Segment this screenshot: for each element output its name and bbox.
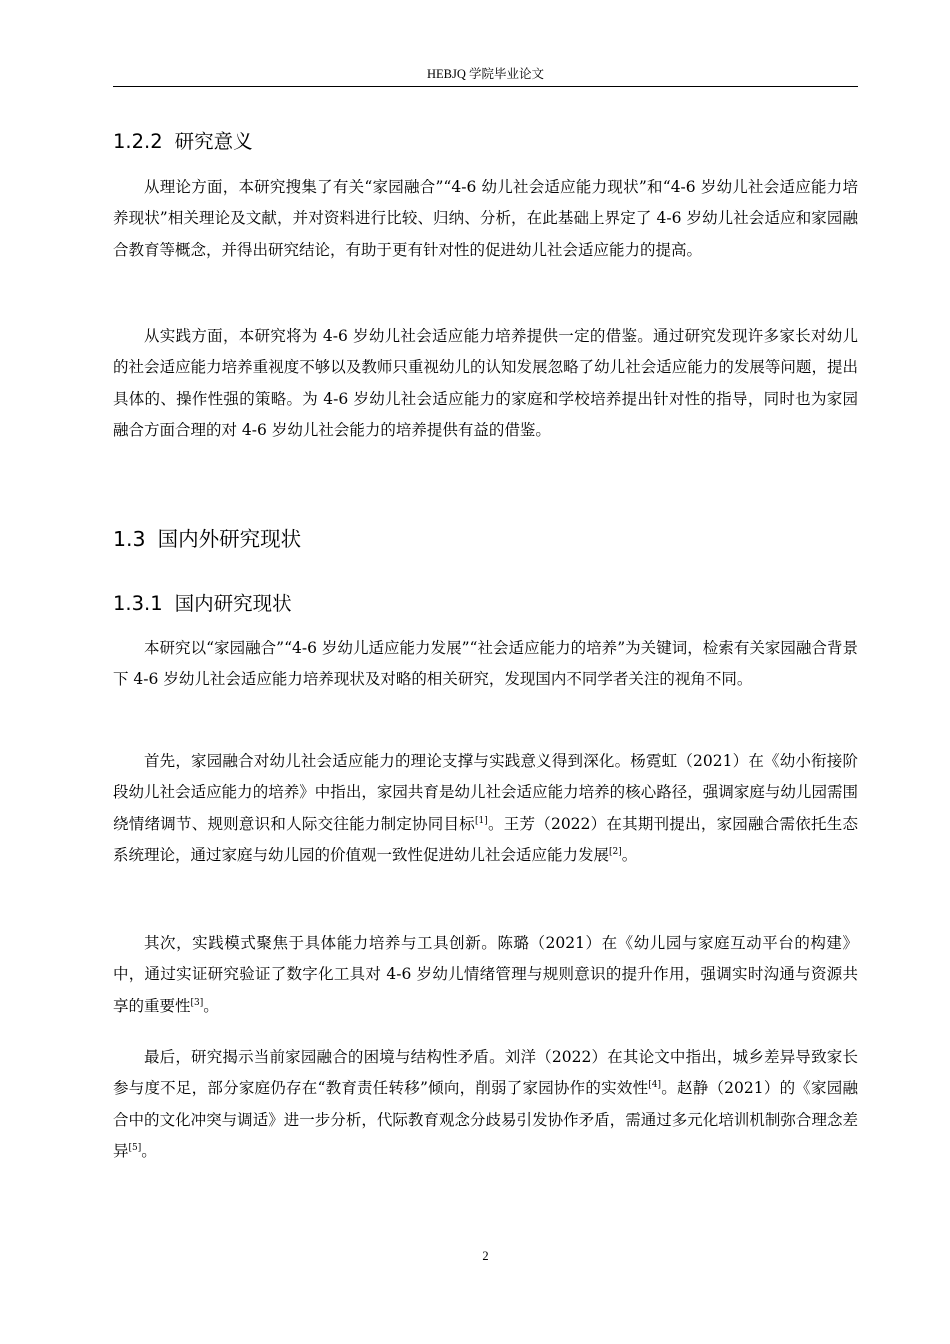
paragraph-text: 首先，家园融合对幼儿社会适应能力的理论支撑与实践意义得到深化。杨霓虹（2021）在《幼小衔接阶段幼儿社会适应能力的培养》中指出，家园共育是幼儿社会适应能力培养的核心路径，强调家庭与幼儿园需围绕情绪调节、规则意识和人际交往能力制定协同目标	[113, 752, 858, 833]
section-title: 国内研究现状	[174, 592, 292, 615]
header-rule	[113, 86, 858, 87]
section-heading-1-3	[113, 522, 301, 552]
citation-ref-2: [2]	[609, 846, 622, 857]
paragraph-text: 。	[621, 845, 638, 864]
citation-ref-3: [3]	[190, 997, 204, 1008]
paragraph-theory: 从理论方面，本研究搜集了有关“家园融合”“4-6 幼儿社会适应能力现状”和“4-6 岁幼儿社会适应能力培养现状”相关理论及文献，并对资料进行比较、归纳、分析，在此基础上界定了 4-6 岁幼儿社会适应和家园融合教育等概念，并得出研究结论，有助于更有针对性的促进幼儿社会适应能力的提高。	[113, 178, 858, 259]
section-number: 1.3.1	[113, 592, 163, 615]
section-heading-1-3-1	[113, 588, 292, 616]
paragraph-text: 。王芳（2022）在其期刊提出，家园融合需依托生态系统理论，通过家庭与幼儿园的价值观一致性促进幼儿社会适应能力发展	[113, 814, 858, 864]
section-number: 1.3	[113, 527, 146, 551]
paragraph-text: 。	[203, 996, 219, 1015]
paragraph-second	[113, 928, 858, 1022]
paragraph-domestic-intro: 本研究以“家园融合”“4-6 岁幼儿适应能力发展”“社会适应能力的培养”为关键词，检索有关家园融合背景下 4-6 岁幼儿社会适应能力培养现状及对略的相关研究，发现国内不同学者关注的视角不同。	[113, 639, 858, 689]
section-heading-1-2-2	[113, 126, 253, 154]
citation-ref-5: [5]	[128, 1142, 142, 1153]
paragraph-text: 最后，研究揭示当前家园融合的困境与结构性矛盾。刘洋（2022）在其论文中指出，城乡差异导致家长参与度不足，部分家庭仍存在“教育责任转移”倾向，削弱了家园协作的实效性	[113, 1048, 858, 1098]
page-number: 2	[482, 1249, 489, 1263]
running-header: HEBJQ 学院毕业论文	[426, 67, 545, 81]
paragraph-text: 其次，实践模式聚焦于具体能力培养与工具创新。陈璐（2021）在《幼儿园与家庭互动平台的构建》中，通过实证研究验证了数字化工具对 4-6 岁幼儿情绪管理与规则意识的提升作用，强调实时沟通与资源共享的重要性	[113, 934, 858, 1015]
citation-ref-4: [4]	[648, 1080, 662, 1091]
section-number: 1.2.2	[113, 130, 163, 153]
paragraph-first	[113, 746, 858, 871]
paragraph-text: 。	[141, 1141, 157, 1160]
section-title: 研究意义	[174, 130, 253, 153]
paragraph-third	[113, 1042, 858, 1167]
paragraph-practice: 从实践方面，本研究将为 4-6 岁幼儿社会适应能力培养提供一定的借鉴。通过研究发现许多家长对幼儿的社会适应能力培养重视度不够以及教师只重视幼儿的认知发展忽略了幼儿社会适应能力的发展等问题，提出具体的、操作性强的策略。为 4-6 岁幼儿社会适应能力的家庭和学校培养提出针对性的指导，同时也为家园融合方面合理的对 4-6 岁幼儿社会能力的培养提供有益的借鉴。	[113, 327, 858, 439]
citation-ref-1: [1]	[475, 815, 488, 826]
section-title: 国内外研究现状	[157, 527, 302, 551]
paragraph-text: 。赵静（2021）的《家园融合中的文化冲突与调适》进一步分析，代际教育观念分歧易引发协作矛盾，需通过多元化培训机制弥合理念差异	[113, 1079, 858, 1160]
